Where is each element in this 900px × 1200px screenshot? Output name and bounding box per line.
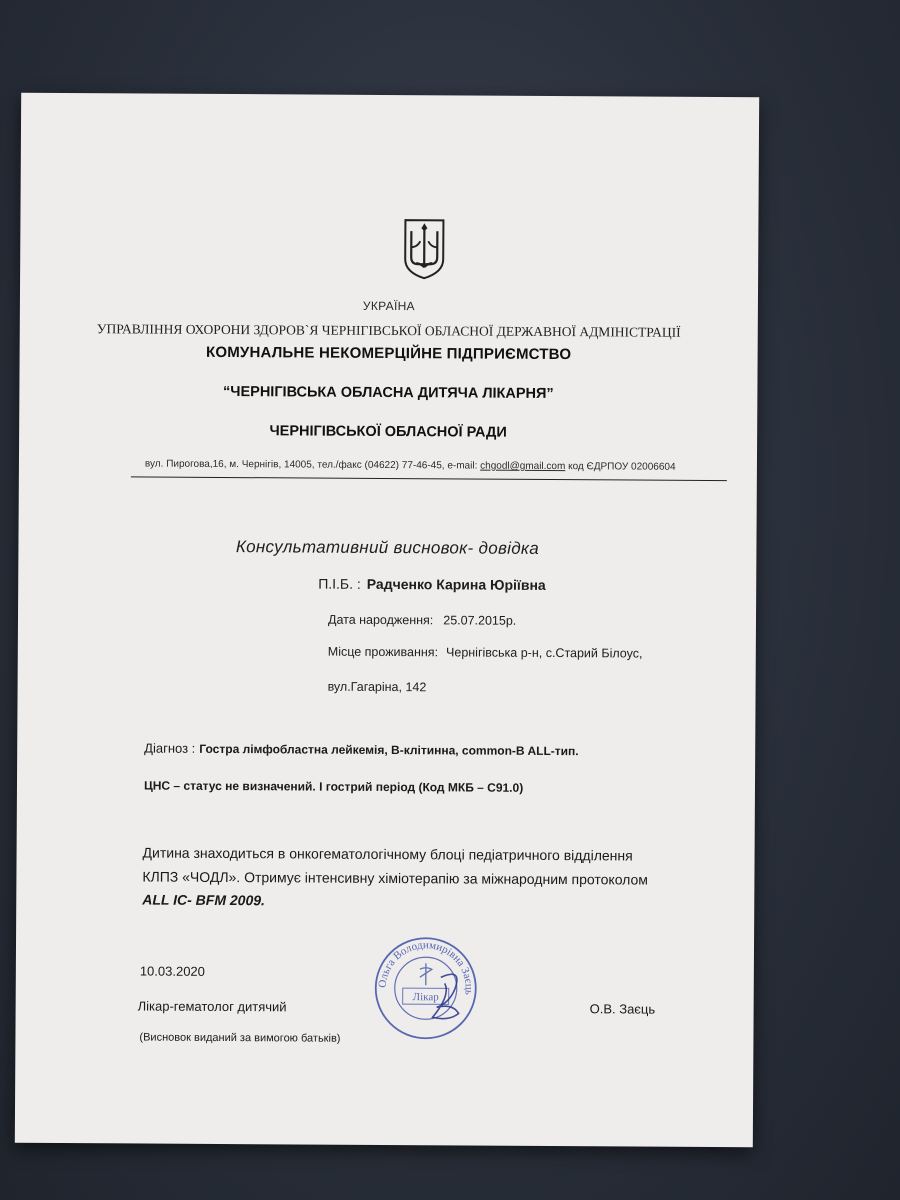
doctor-stamp-icon — [370, 933, 481, 1044]
patient-residence-row — [328, 645, 643, 661]
patient-name-label: П.І.Б. : — [318, 575, 361, 592]
trident-emblem-icon — [400, 217, 448, 281]
patient-name-row — [318, 576, 546, 593]
issue-note: (Висновок виданий за вимогою батьків) — [139, 1031, 341, 1045]
document-sheet — [15, 93, 759, 1147]
patient-residence-value: Чернігівська р-н, с.Старий Білоус, — [446, 645, 643, 661]
contacts-address: вул. Пирогова,16, м. Чернігів, 14005, тел./факс (04622) 77-46-45, e-mail: — [144, 458, 481, 472]
patient-dob-value: 25.07.2015р. — [443, 613, 517, 628]
patient-dob-label: Дата народження: — [327, 612, 434, 628]
doctor-role: Лікар-гематолог дитячий — [137, 998, 287, 1015]
document-title: Консультативний висновок- довідка — [235, 537, 540, 558]
diagnosis-cns-line: ЦНС – статус не визначений. І гострий період (Код МКБ – С91.0) — [143, 778, 524, 795]
org-name-line2: “ЧЕРНІГІВСЬКА ОБЛАСНА ДИТЯЧА ЛІКАРНЯ” — [223, 383, 554, 403]
contacts-email[interactable]: chgodl@gmail.com — [480, 460, 566, 473]
diagnosis-value: Гостра лімфобластна лейкемія, В-клітинна, common-B ALL-тип. — [199, 741, 579, 759]
patient-residence-line2: вул.Гагаріна, 142 — [327, 679, 427, 695]
body-text-protocol: ALL IC- BFM 2009. — [142, 891, 265, 909]
country-name: УКРАЇНА — [362, 298, 415, 314]
patient-residence-label: Місце проживання: — [327, 644, 439, 660]
stamp-center-text: Лікар — [412, 991, 439, 1004]
diagnosis-label: Діагноз : — [144, 740, 196, 756]
stamp-ring-text: Ольга Володимирівна Заєць — [376, 939, 475, 996]
doctor-signer-name: О.В. Заєць — [589, 1001, 656, 1017]
org-contacts — [145, 459, 676, 473]
admin-authority: УПРАВЛІННЯ ОХОРОНИ ЗДОРОВ`Я ЧЕРНІГІВСЬКОЇ ОБЛАСНОЇ ДЕРЖАВНОЇ АДМІНІСТРАЦІЇ — [96, 321, 681, 340]
diagnosis-row — [144, 741, 579, 759]
patient-dob-row — [328, 613, 516, 628]
patient-name-value: Радченко Карина Юріївна — [366, 575, 546, 593]
header-divider — [131, 476, 727, 481]
issue-date: 10.03.2020 — [139, 963, 205, 979]
body-text-line1: Дитина знаходиться в онкогематологічному блоці педіатричного відділення — [142, 844, 633, 864]
body-text-line2: КЛПЗ «ЧОДЛ». Отримує інтенсивну хіміотерапію за міжнародним протоколом — [142, 868, 648, 888]
org-name-line3: ЧЕРНІГІВСЬКОЇ ОБЛАСНОЇ РАДИ — [269, 423, 507, 441]
org-name-line1: КОМУНАЛЬНЕ НЕКОМЕРЦІЙНЕ ПІДПРИЄМСТВО — [205, 343, 572, 364]
contacts-code: код ЄДРПОУ 02006604 — [565, 461, 676, 473]
